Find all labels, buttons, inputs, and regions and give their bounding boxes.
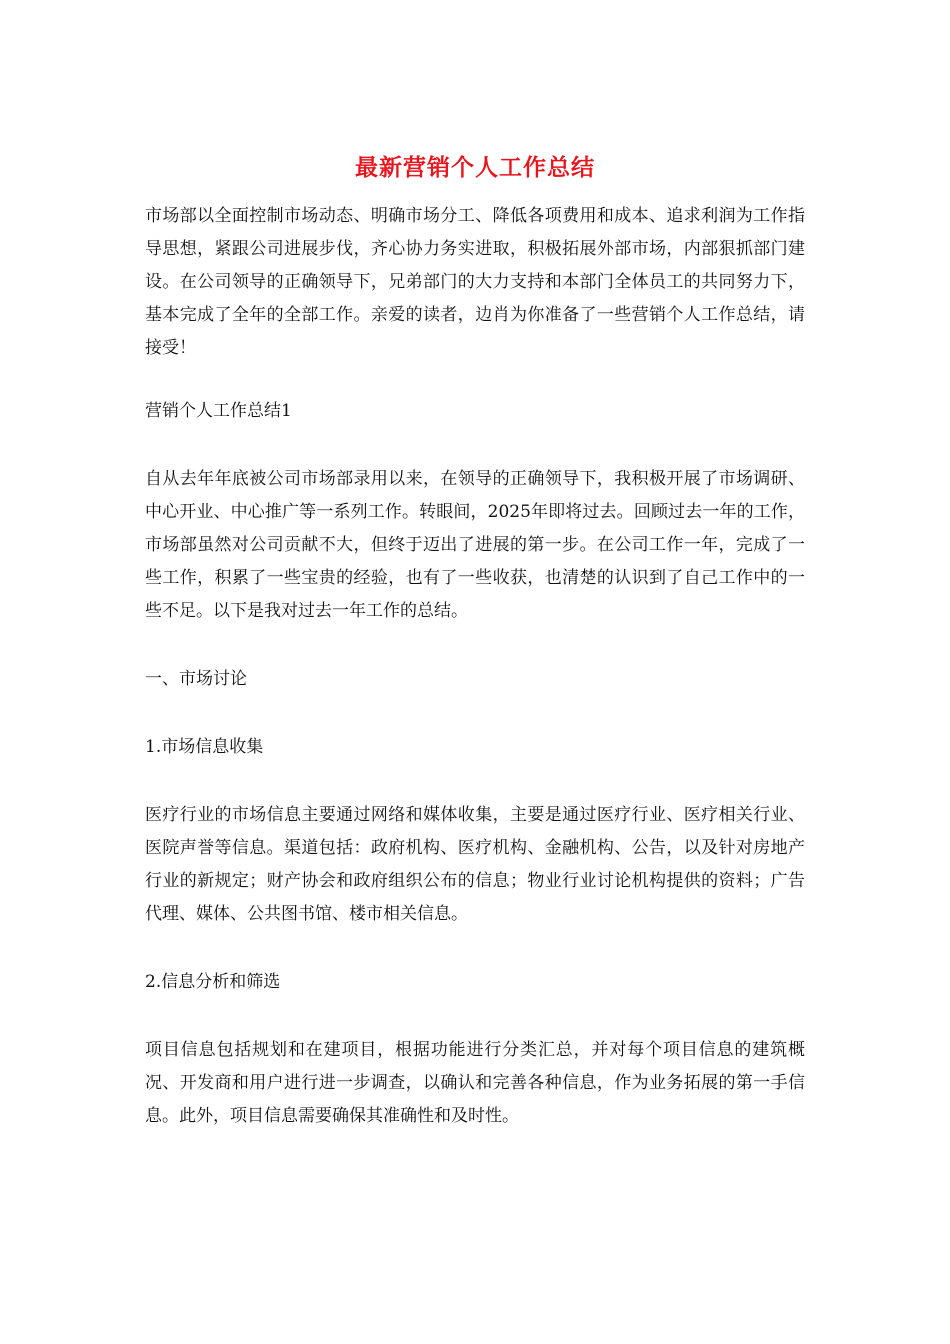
body-paragraph-2: 医疗行业的市场信息主要通过网络和媒体收集，主要是通过医疗行业、医疗相关行业、医院声誉等信息。渠道包括：政府机构、医疗机构、金融机构、公告，以及针对房地产行业的新规定；财产协会和政府组织公布的信息；物业行业讨论机构提供的资料；广告代理、媒体、公共图书馆、楼市相关信息。 (145, 805, 805, 924)
document-page (145, 150, 805, 1133)
body-paragraph-1: 自从去年年底被公司市场部录用以来，在领导的正确领导下，我积极开展了市场调研、中心开业、中心推广等一系列工作。转眼间，2025年即将过去。回顾过去一年的工作，市场部虽然对公司贡献不大，但终于迈出了进展的第一步。在公司工作一年，完成了一些工作，积累了一些宝贵的经验，也有了一些收获，也清楚的认识到了自己工作中的一些不足。以下是我对过去一年工作的总结。 (145, 469, 805, 621)
intro-paragraph: 市场部以全面控制市场动态、明确市场分工、降低各项费用和成本、追求利润为工作指导思想，紧跟公司进展步伐，齐心协力务实进取，积极拓展外部市场，内部狠抓部门建设。在公司领导的正确领导下，兄弟部门的大力支持和本部门全体员工的共同努力下，基本完成了全年的全部工作。亲爱的读者，边肖为你准备了一些营销个人工作总结，请接受！ (145, 206, 805, 358)
section-heading: 营销个人工作总结1 (145, 401, 292, 421)
subheading-info-analysis: 2.信息分析和筛选 (145, 972, 281, 992)
subheading-info-collection: 1.市场信息收集 (145, 737, 264, 757)
body-paragraph-3: 项目信息包括规划和在建项目，根据功能进行分类汇总，并对每个项目信息的建筑概况、开发商和用户进行进一步调查，以确认和完善各种信息，作为业务拓展的第一手信息。此外，项目信息需要确保其准确性和及时性。 (145, 1040, 805, 1126)
heading-market-discussion: 一、市场讨论 (145, 669, 247, 689)
document-title: 最新营销个人工作总结 (355, 154, 595, 181)
